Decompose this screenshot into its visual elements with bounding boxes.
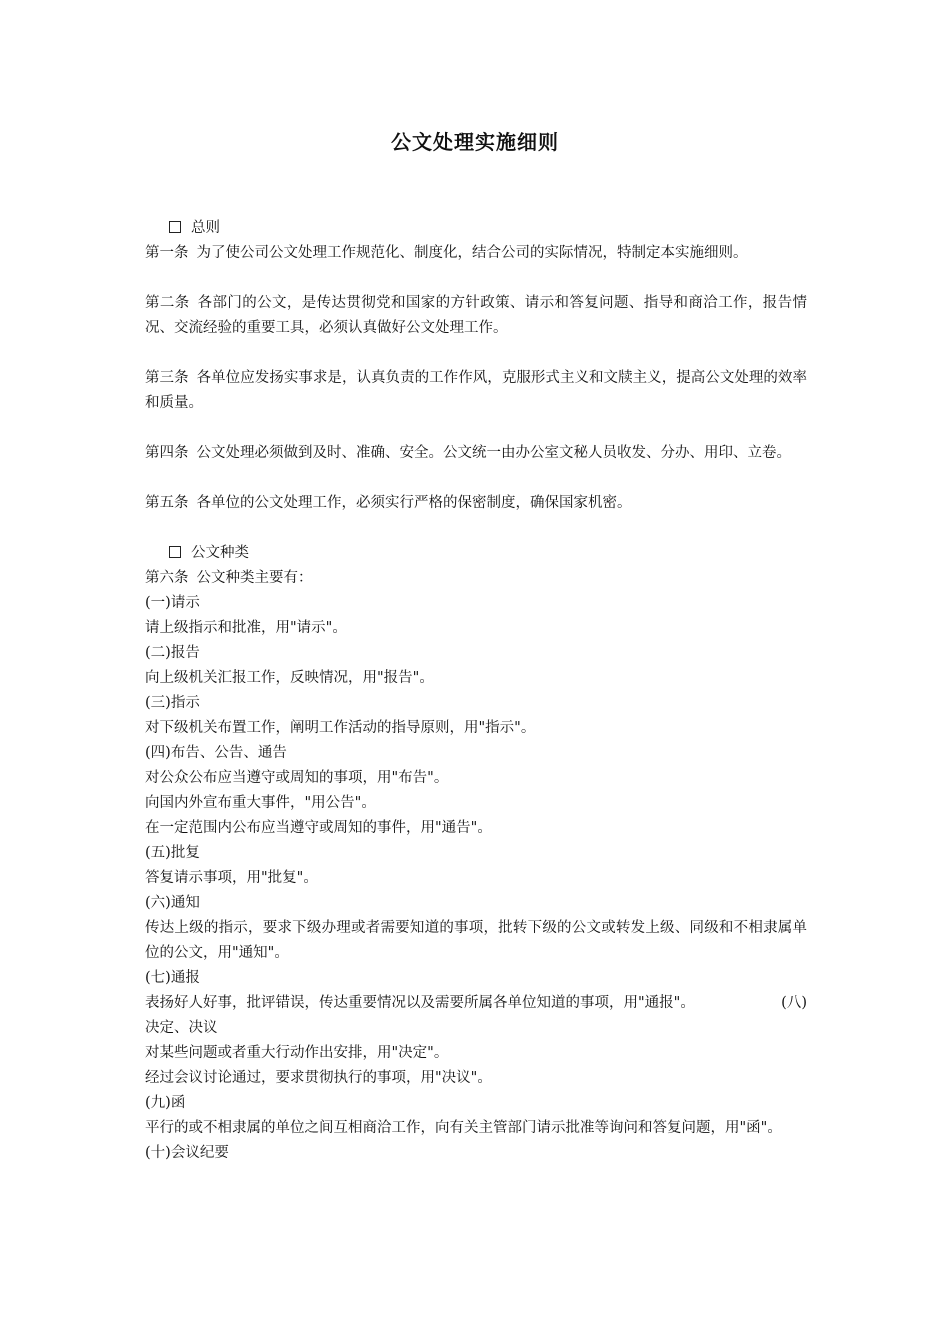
article-6 (145, 566, 807, 591)
type-description (145, 991, 807, 1016)
article-label: 第二条 (145, 295, 190, 311)
article-text: 各单位应发扬实事求是，认真负责的工作作风，克服形式主义和文牍主义，提高公文处理的效率和质量。 (145, 370, 808, 411)
type-heading: (一)请示 (145, 595, 200, 611)
article-4 (145, 441, 807, 466)
type-heading: (二)报告 (145, 645, 200, 661)
article-text: 公文处理必须做到及时、准确、安全。公文统一由办公室文秘人员收发、分办、用印、立卷。 (196, 445, 791, 461)
article-1 (145, 241, 807, 266)
document-title: 公文处理实施细则 (391, 130, 559, 154)
article-label: 第一条 (145, 245, 189, 261)
section-heading-types (145, 541, 807, 566)
article-label: 第五条 (145, 495, 189, 511)
type-heading: (七)通报 (145, 970, 200, 986)
type-description: 对下级机关布置工作，阐明工作活动的指导原则，用"指示"。 (145, 720, 536, 736)
type-heading: (五)批复 (145, 845, 200, 861)
type-heading: 决定、决议 (145, 1020, 218, 1036)
type-description: 传达上级的指示，要求下级办理或者需要知道的事项，批转下级的公文或转发上级、同级和不相隶属单位的公文，用"通知"。 (145, 920, 807, 961)
type-description-text: 表扬好人好事，批评错误，传达重要情况以及需要所属各单位知道的事项，用"通报"。 (145, 995, 695, 1011)
type-description: 向上级机关汇报工作，反映情况，用"报告"。 (145, 670, 434, 686)
article-text: 各部门的公文，是传达贯彻党和国家的方针政策、请示和答复问题、指导和商洽工作，报告情况、交流经验的重要工具，必须认真做好公文处理工作。 (145, 295, 808, 336)
type-description: 平行的或不相隶属的单位之间互相商洽工作，向有关主管部门请示批准等询问和答复问题，用"函"。 (145, 1120, 782, 1136)
checkbox-square-icon (169, 221, 181, 233)
type-heading: (六)通知 (145, 895, 200, 911)
article-5 (145, 491, 807, 516)
type-description: 经过会议讨论通过，要求贯彻执行的事项，用"决议"。 (145, 1070, 492, 1086)
type-description: 答复请示事项，用"批复"。 (145, 870, 318, 886)
section-label: 公文种类 (191, 545, 249, 561)
section-label: 总则 (191, 220, 220, 236)
type-heading: (四)布告、公告、通告 (145, 745, 287, 761)
type-description: 请上级指示和批准，用"请示"。 (145, 620, 347, 636)
type-description: 对公众公布应当遵守或周知的事项，用"布告"。 (145, 770, 449, 786)
type-description: 在一定范围内公布应当遵守或周知的事件，用"通告"。 (145, 820, 492, 836)
article-label: 第六条 (145, 570, 189, 586)
type-description: 对某些问题或者重大行动作出安排，用"决定"。 (145, 1045, 449, 1061)
document-body (145, 216, 807, 1166)
article-3 (145, 366, 807, 416)
type-heading: (三)指示 (145, 695, 200, 711)
type-description: 向国内外宣布重大事件，"用公告"。 (145, 795, 376, 811)
article-label: 第三条 (145, 370, 189, 386)
article-text: 各单位的公文处理工作，必须实行严格的保密制度，确保国家机密。 (196, 495, 632, 511)
article-label: 第四条 (145, 445, 189, 461)
type-heading: (十)会议纪要 (145, 1145, 229, 1161)
article-2 (145, 291, 807, 341)
section-heading-general (145, 216, 807, 241)
type-heading-inline: (八) (781, 995, 807, 1011)
checkbox-square-icon (169, 546, 181, 558)
article-text: 为了使公司公文处理工作规范化、制度化，结合公司的实际情况，特制定本实施细则。 (196, 245, 748, 261)
article-text: 公文种类主要有： (196, 570, 313, 586)
type-heading: (九)函 (145, 1095, 186, 1111)
